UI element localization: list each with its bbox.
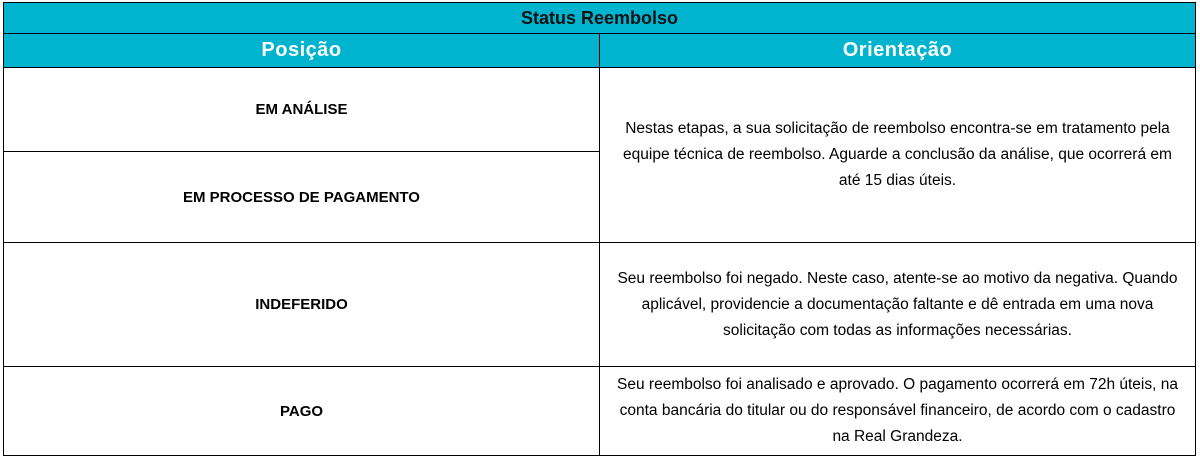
position-em-processo-de-pagamento: EM PROCESSO DE PAGAMENTO [4, 152, 600, 243]
table-title-row [4, 3, 1196, 34]
header-orientation: Orientação [600, 34, 1196, 68]
table-header-row [4, 34, 1196, 68]
table-row [4, 243, 1196, 367]
status-reembolso-table [3, 2, 1196, 456]
table-title: Status Reembolso [4, 3, 1196, 34]
header-position: Posição [4, 34, 600, 68]
status-table-container [3, 2, 1196, 468]
table-row [4, 367, 1196, 456]
position-pago: PAGO [4, 367, 600, 456]
table-row [4, 68, 1196, 152]
position-em-analise: EM ANÁLISE [4, 68, 600, 152]
orientation-indeferido: Seu reembolso foi negado. Neste caso, atente-se ao motivo da negativa. Quando aplicável, providencie a documentação faltante e dê entrada em uma nova solicitação com todas as informações necessárias. [600, 243, 1196, 367]
orientation-pago: Seu reembolso foi analisado e aprovado. O pagamento ocorrerá em 72h úteis, na conta bancária do titular ou do responsável financeiro, de acordo com o cadastro na Real Grandeza. [600, 367, 1196, 456]
orientation-merged: Nestas etapas, a sua solicitação de reembolso encontra-se em tratamento pela equipe técnica de reembolso. Aguarde a conclusão da análise, que ocorrerá em até 15 dias úteis. [600, 68, 1196, 243]
position-indeferido: INDEFERIDO [4, 243, 600, 367]
